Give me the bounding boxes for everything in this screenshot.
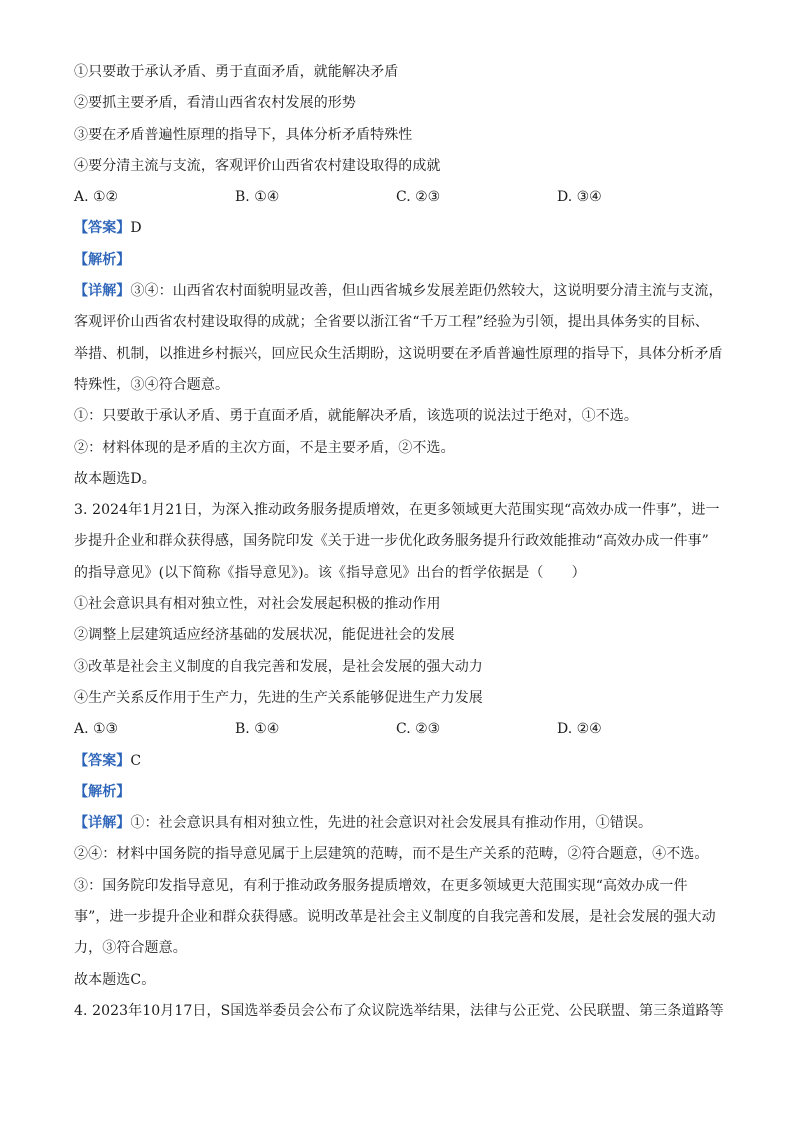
q2-choice-a: A. ①② bbox=[74, 189, 119, 206]
answer-value: D bbox=[130, 220, 142, 237]
answer-tag: 【答案】 bbox=[74, 220, 131, 237]
q2-choice-d: D. ③④ bbox=[557, 189, 602, 206]
q2-option-1: ①只要敢于承认矛盾、勇于直面矛盾，就能解决矛盾 bbox=[74, 64, 399, 80]
q3-detail-line-3: ③：国务院印发指导意见，有利于推动政务服务提质增效，在更多领域更大范围实现“高效办成一件 bbox=[74, 877, 688, 894]
q2-choice-b: B. ①④ bbox=[235, 189, 280, 206]
q3-stem-line-3: 的指导意见》(以下简称《指导意见》)。该《指导意见》出台的哲学依据是（ ） bbox=[74, 564, 586, 581]
q3-stem-line-2: 步提升企业和群众获得感，国务院印发《关于进一步优化政务服务提升行政效能推动“高效办成一件事” bbox=[74, 533, 709, 550]
q2-option-4: ④要分清主流与支流，客观评价山西省农村建设取得的成就 bbox=[74, 157, 441, 174]
analysis-tag: 【解析】 bbox=[74, 251, 131, 268]
q2-option-2: ②要抓主要矛盾，看清山西省农村发展的形势 bbox=[74, 95, 356, 112]
q3-analysis-heading bbox=[74, 782, 724, 802]
q2-option-3: ③要在矛盾普遍性原理的指导下，具体分析矛盾特殊性 bbox=[74, 126, 413, 143]
q3-stem-line-1: 3. 2024年1月21日，为深入推动政务服务提质增效，在更多领域更大范围实现“高效办成一件事”，进一 bbox=[74, 502, 720, 519]
q3-choice-b: B. ①④ bbox=[235, 721, 280, 738]
q3-detail-line-2: ②④：材料中国务院的指导意见属于上层建筑的范畴，而不是生产关系的范畴，②符合题意，④不选。 bbox=[74, 846, 709, 863]
q4-stem-line-1: 4. 2023年10月17日，S国选举委员会公布了众议院选举结果，法律与公正党、公民联盟、第三条道路等 bbox=[74, 1002, 724, 1019]
detail-tag: 【详解】 bbox=[74, 815, 131, 832]
q2-choice-c: C. ②③ bbox=[396, 189, 441, 206]
q3-choices bbox=[74, 719, 724, 739]
q2-answer bbox=[74, 218, 724, 238]
q2-detail-line-4: 特殊性，③④符合题意。 bbox=[74, 376, 230, 393]
q2-conclusion: 故本题选D。 bbox=[74, 470, 156, 487]
q3-option-3: ③改革是社会主义制度的自我完善和发展，是社会发展的强大动力 bbox=[74, 658, 483, 675]
q2-detail-line-6: ②：材料体现的是矛盾的主次方面，不是主要矛盾，②不选。 bbox=[74, 439, 455, 456]
detail-text: ①：社会意识具有相对独立性，先进的社会意识对社会发展具有推动作用，①错误。 bbox=[130, 815, 653, 832]
q3-option-4: ④生产关系反作用于生产力，先进的生产关系能够促进生产力发展 bbox=[74, 689, 483, 706]
q2-choices bbox=[74, 187, 724, 207]
q3-detail-line-4: 事”，进一步提升企业和群众获得感。说明改革是社会主义制度的自我完善和发展，是社会发展的强大动 bbox=[74, 909, 716, 926]
q3-detail-line-1 bbox=[74, 813, 724, 833]
q3-answer bbox=[74, 751, 724, 771]
q2-detail-line-3: 举措、机制，以推进乡村振兴，回应民众生活期盼，这说明要在矛盾普遍性原理的指导下，具体分析矛盾 bbox=[74, 345, 723, 362]
q3-detail-line-5: 力，③符合题意。 bbox=[74, 940, 187, 957]
q3-choice-d: D. ②④ bbox=[557, 721, 602, 738]
analysis-tag: 【解析】 bbox=[74, 783, 131, 800]
q2-analysis-heading bbox=[74, 250, 724, 270]
q2-detail-line-2: 客观评价山西省农村建设取得的成就；全省要以浙江省“千万工程”经验为引领，提出具体务实的目标、 bbox=[74, 314, 709, 331]
detail-tag: 【详解】 bbox=[74, 283, 131, 300]
detail-text: ③④：山西省农村面貌明显改善，但山西省城乡发展差距仍然较大，这说明要分清主流与支流， bbox=[130, 283, 723, 300]
q2-detail-line-5: ①：只要敢于承认矛盾、勇于直面矛盾，就能解决矛盾，该选项的说法过于绝对，①不选。 bbox=[74, 408, 638, 425]
answer-tag: 【答案】 bbox=[74, 752, 131, 769]
q3-conclusion: 故本题选C。 bbox=[74, 971, 156, 988]
q3-choice-c: C. ②③ bbox=[396, 721, 441, 738]
q3-option-2: ②调整上层建筑适应经济基础的发展状况，能促进社会的发展 bbox=[74, 627, 455, 644]
document-page bbox=[74, 62, 724, 1032]
answer-value: C bbox=[130, 752, 142, 769]
q2-detail-line-1 bbox=[74, 281, 724, 301]
q3-choice-a: A. ①③ bbox=[74, 721, 119, 738]
q3-option-1: ①社会意识具有相对独立性，对社会发展起积极的推动作用 bbox=[74, 596, 441, 613]
